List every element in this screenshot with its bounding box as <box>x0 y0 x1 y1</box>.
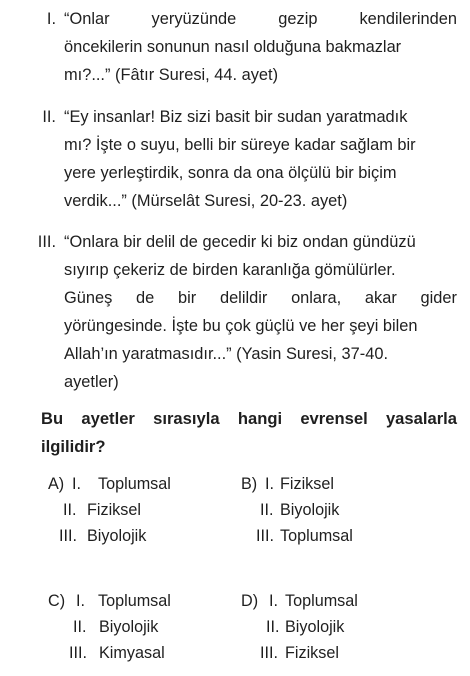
word: akar <box>364 289 397 307</box>
word: ayetler <box>81 409 135 428</box>
statement-line: yörüngesinde. İşte bu çok güçlü ve her şeyi bilen <box>64 317 418 335</box>
word: de <box>136 289 155 307</box>
question-stem <box>41 405 457 461</box>
statement-line: sıyırıp çekeriz de birden karanlığa gömülürler. <box>64 261 396 279</box>
word: bir <box>178 289 197 307</box>
row-label: Toplumsal <box>98 592 171 610</box>
option-row <box>241 640 358 666</box>
statement-line: “Onlara bir delil de gecedir ki biz ondan gündüzü <box>64 233 416 251</box>
row-number: III. <box>69 644 87 662</box>
row-label: Fiziksel <box>280 475 334 493</box>
option-row <box>48 523 171 549</box>
option-c[interactable] <box>48 588 171 666</box>
option-d[interactable] <box>241 588 358 666</box>
option-row <box>241 497 353 523</box>
option-row <box>241 614 358 640</box>
statement-line: öncekilerin sonunun nasıl olduğuna bakmazlar <box>64 38 402 56</box>
row-number: II. <box>266 618 280 636</box>
row-number: III. <box>256 527 274 545</box>
statement-line: yere yerleştirdik, sonra da ona ölçülü bir biçim <box>64 164 397 182</box>
statement-line: mı? İşte o suyu, belli bir süreye kadar sağlam bir <box>64 136 416 154</box>
statement-line <box>64 284 457 312</box>
statement-text <box>64 103 457 215</box>
statement-number: III. <box>37 233 56 251</box>
row-label: Toplumsal <box>98 475 171 493</box>
option-row <box>241 471 353 497</box>
statement-number: I. <box>46 10 56 28</box>
option-row <box>241 588 358 614</box>
word: Bu <box>41 409 64 428</box>
option-row <box>48 497 171 523</box>
word: Güneş <box>64 289 113 307</box>
row-number: III. <box>59 527 77 545</box>
row-number: II. <box>63 501 77 519</box>
option-b[interactable] <box>241 471 353 549</box>
option-row <box>48 614 171 640</box>
row-label: Toplumsal <box>285 592 358 610</box>
statement-line: Allah’ın yaratmasıdır...” (Yasin Suresi, 37-40. <box>64 345 389 363</box>
option-letter: B) <box>241 475 258 493</box>
row-number: I. <box>265 475 274 493</box>
row-number: II. <box>73 618 87 636</box>
statement-line: ayetler) <box>64 373 119 391</box>
option-row <box>241 523 353 549</box>
row-label: Biyolojik <box>99 618 159 636</box>
option-row <box>48 471 171 497</box>
question-line: ilgilidir? <box>41 437 106 456</box>
row-label: Fiziksel <box>87 501 141 519</box>
option-a[interactable] <box>48 471 171 549</box>
option-row <box>48 640 171 666</box>
word: hangi <box>237 409 283 428</box>
word: gider <box>420 289 457 307</box>
word: onlara, <box>291 289 342 307</box>
word: kendilerinden <box>359 10 457 28</box>
statement-line: mı?...” (Fâtır Suresi, 44. ayet) <box>64 66 279 84</box>
row-number: I. <box>76 592 85 610</box>
row-label: Toplumsal <box>280 527 353 545</box>
statement-line: “Ey insanlar! Biz sizi basit bir sudan yaratmadık <box>64 108 408 126</box>
word: gezip <box>278 10 318 28</box>
row-label: Fiziksel <box>285 644 339 662</box>
word: delildir <box>219 289 268 307</box>
word: yeryüzünde <box>151 10 237 28</box>
statement-number: II. <box>42 108 56 126</box>
question-line <box>41 405 457 433</box>
statement-line <box>64 5 457 33</box>
row-label: Biyolojik <box>285 618 345 636</box>
option-letter: C) <box>48 592 66 610</box>
row-number: III. <box>260 644 278 662</box>
row-label: Biyolojik <box>280 501 340 519</box>
statement-text <box>64 228 457 396</box>
statement-line: verdik...” (Mürselât Suresi, 20-23. ayet) <box>64 192 348 210</box>
row-number: II. <box>260 501 274 519</box>
row-number: I. <box>72 475 81 493</box>
row-number: I. <box>269 592 278 610</box>
option-letter: D) <box>241 592 259 610</box>
row-label: Kimyasal <box>99 644 165 662</box>
statement-text <box>64 5 457 89</box>
option-row <box>48 588 171 614</box>
word: yasalarla <box>385 409 457 428</box>
word: sırasıyla <box>153 409 220 428</box>
option-letter: A) <box>48 475 65 493</box>
row-label: Biyolojik <box>87 527 147 545</box>
word: “Onlar <box>64 10 110 28</box>
word: evrensel <box>300 409 368 428</box>
